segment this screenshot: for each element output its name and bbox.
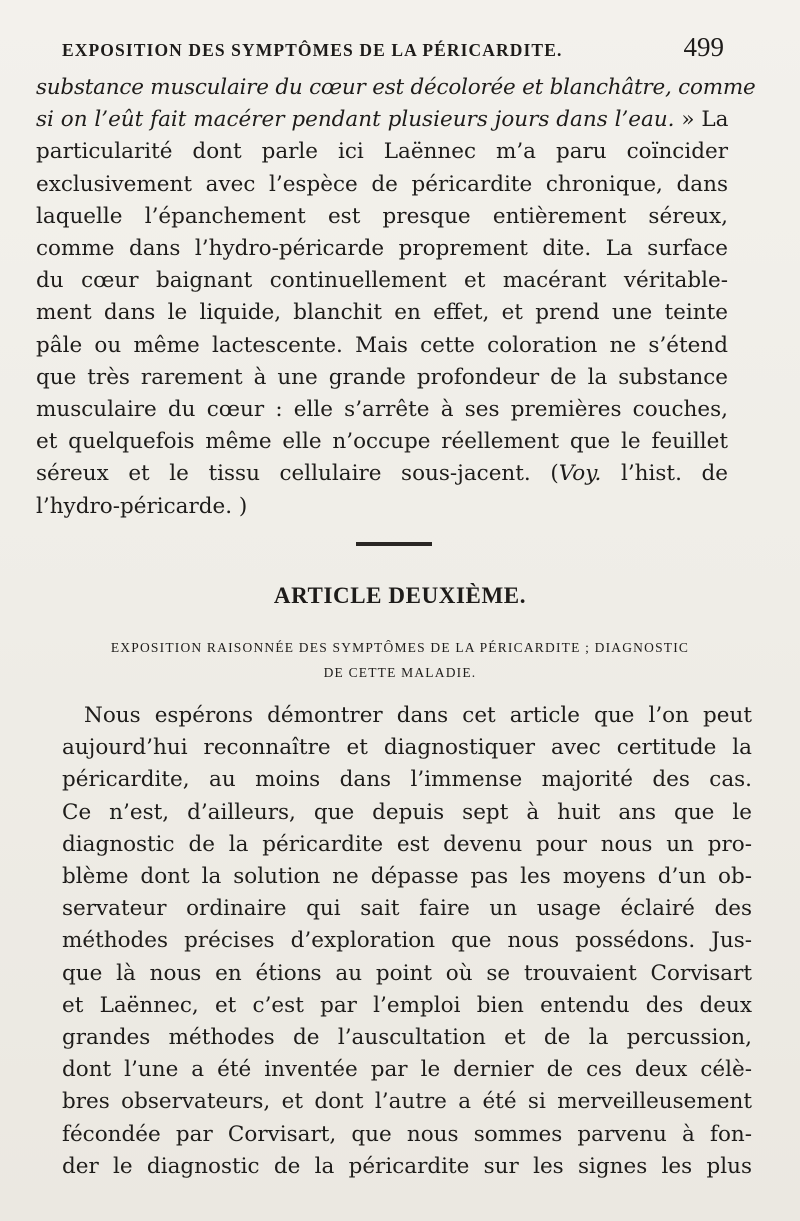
text-line: fécondée par Corvisart, que nous sommes parvenu à fon- (62, 1121, 752, 1147)
text-line: méthodes précises d’exploration que nous possédons. Jus- (62, 928, 752, 954)
text-line: diagnostic de la péricardite est devenu pour nous un pro- (62, 831, 752, 857)
text-line (36, 104, 728, 136)
text-line: que très rarement à une grande profondeur de la substance (36, 364, 728, 390)
text-line: Ce n’est, d’ailleurs, que depuis sept à huit ans que le (62, 799, 752, 825)
text-line: et Laënnec, et c’est par l’emploi bien entendu des deux (62, 992, 752, 1018)
text-line: Nous espérons démontrer dans cet article que l’on peut (84, 703, 752, 728)
text-line: aujourd’hui reconnaître et diagnostiquer avec certitude la (62, 735, 752, 761)
text-line: der le diagnostic de la péricardite sur les signes les plus (62, 1153, 752, 1179)
text-line: exclusivement avec l’espèce de péricardite chronique, dans (36, 171, 728, 197)
text-line: comme dans l’hydro-péricarde proprement dite. La surface (36, 236, 728, 262)
article-title: ARTICLE DEUXIÈME. (273, 583, 527, 608)
text-line: blème dont la solution ne dépasse pas les moyens d’un ob- (62, 864, 752, 890)
text-line: que là nous en étions au point où se trouvaient Corvisart (62, 960, 752, 986)
page-header (62, 34, 742, 70)
plain-text: l’hist. de (601, 461, 728, 487)
text-line: grandes méthodes de l’auscultation et de la percussion, (62, 1025, 752, 1051)
subtitle-line: DE CETTE MALADIE. (323, 665, 477, 680)
text-line: musculaire du cœur : elle s’arrête à ses premières couches, (36, 397, 728, 423)
text-line: laquelle l’épanchement est presque entièrement séreux, (36, 203, 728, 229)
italic-text: si on l’eût fait macérer pendant plusieurs jours dans l’eau. (36, 107, 675, 133)
running-head: EXPOSITION DES SYMPTÔMES DE LA PÉRICARDITE. (62, 40, 563, 60)
page-number: 499 (683, 32, 724, 62)
text-line: et quelquefois même elle n’occupe réellement que le feuillet (36, 429, 728, 455)
text-line-final: l’hydro-péricarde. ) (36, 493, 248, 519)
italic-text: substance musculaire du cœur est décolorée et blanchâtre, comme (36, 75, 756, 100)
text-line: particularité dont parle ici Laënnec m’a paru coïncider (36, 139, 728, 165)
italic-text: Voy. (558, 461, 602, 487)
continued-paragraph (36, 72, 756, 523)
text-line: dont l’une a été inventée par le dernier de ces deux célè- (62, 1057, 752, 1083)
text-line (36, 72, 756, 104)
text-line: servateur ordinaire qui sait faire un usage éclairé des (62, 896, 752, 922)
plain-text: » La (674, 107, 729, 133)
text-line: péricardite, au moins dans l’immense majorité des cas. (62, 767, 752, 793)
text-line: du cœur baignant continuellement et macérant véritable- (36, 268, 728, 294)
article-subtitle (80, 635, 720, 685)
body-paragraph (62, 700, 752, 1183)
text-line: ment dans le liquide, blanchit en effet, et prend une teinte (36, 300, 728, 326)
plain-text: séreux et le tissu cellulaire sous-jacent. ( (36, 461, 559, 487)
text-line: bres observateurs, et dont l’autre a été si merveilleusement (62, 1089, 752, 1115)
section-rule (356, 542, 432, 546)
subtitle-line: EXPOSITION RAISONNÉE DES SYMPTÔMES DE LA PÉRICARDITE ; DIAGNOSTIC (110, 640, 690, 655)
text-line: pâle ou même lactescente. Mais cette coloration ne s’étend (36, 332, 728, 358)
text-line (36, 458, 728, 490)
